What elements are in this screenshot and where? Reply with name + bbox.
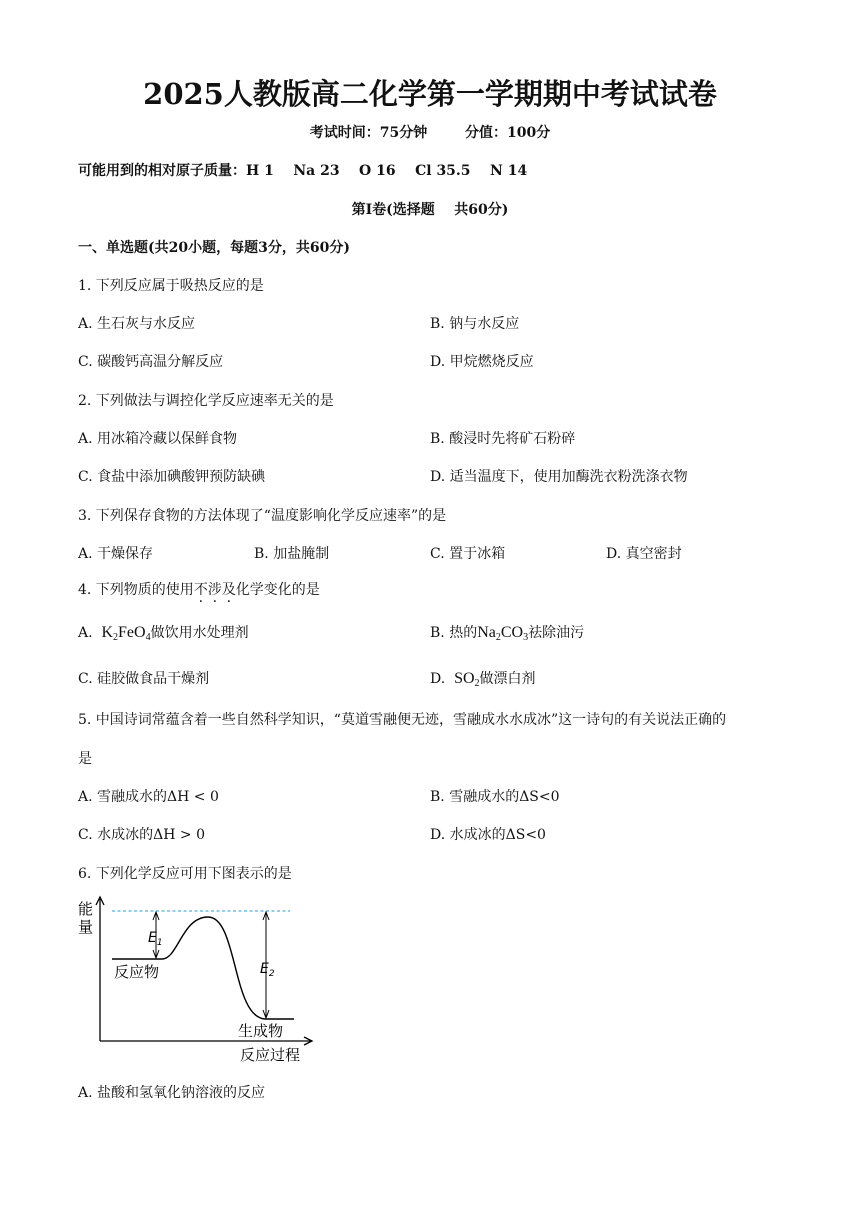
question-4-option-c[interactable]: C. 硅胶做食品干燥剂 [78,671,210,687]
question-2-option-a[interactable]: A. 用冰箱冷藏以保鲜食物 [78,431,238,447]
y-axis-label-1: 能 [78,900,94,918]
question-3-option-d[interactable]: D. 真空密封 [606,546,682,562]
question-2-option-b[interactable]: B. 酸浸时先将矿石粉碎 [430,431,576,447]
question-3-option-b[interactable]: B. 加盐腌制 [254,546,330,562]
exam-meta [0,122,860,142]
question-1-option-b[interactable]: B. 钠与水反应 [430,316,520,332]
exam-time: 考试时间：75分钟 [309,125,428,141]
part-heading: 第I卷(选择题 共60分) [351,202,509,218]
energy-profile-diagram [78,895,318,1067]
question-3-stem: 3. 下列保存食物的方法体现了“温度影响化学反应速率”的是 [78,508,447,524]
atomic-mass-note: 可能用到的相对原子质量：H 1 Na 23 O 16 Cl 35.5 N 14 [78,163,528,179]
question-3-option-c[interactable]: C. 置于冰箱 [430,546,506,562]
emphasis-char: 涉 [207,582,222,598]
e1-label: $E_1$ [148,930,163,948]
x-axis-label: 反应过程 [240,1046,301,1064]
formula-na2co3: $Na_2CO_3$ [477,624,529,643]
y-axis-label-2: 量 [78,918,94,936]
question-2-option-d[interactable]: D. 适当温度下，使用加酶洗衣粉洗涤衣物 [430,469,688,485]
emphasis-char: 不 [193,582,208,598]
question-4-option-d[interactable]: D. $SO_2$做漂白剂 [430,670,536,689]
question-1-option-d[interactable]: D. 甲烷燃烧反应 [430,354,534,370]
exam-title: 2025人教版高二化学第一学期期中考试试卷 [143,77,717,111]
exam-score: 分值：100分 [465,125,551,141]
question-6-stem: 6. 下列化学反应可用下图表示的是 [78,866,292,882]
question-5-stem-line2: 是 [78,751,92,767]
formula-k2feo4: $K_2FeO_4$ [101,624,151,643]
question-4-stem: 4. 下列物质的使用不涉及化学变化的是 [78,579,320,599]
question-4-option-b[interactable]: B. 热的$Na_2CO_3$祛除油污 [430,624,585,643]
question-5-option-c[interactable]: C. 水成冰的ΔH > 0 [78,827,205,843]
question-6-option-a[interactable]: A. 盐酸和氢氧化钠溶液的反应 [78,1085,266,1101]
question-5-option-d[interactable]: D. 水成冰的ΔS<0 [430,827,546,843]
question-1-stem: 1. 下列反应属于吸热反应的是 [78,278,264,294]
question-3-option-a[interactable]: A. 干燥保存 [78,546,154,562]
e2-label: $E_2$ [260,961,275,979]
section-heading: 一、单选题(共20小题，每题3分，共60分) [78,240,350,256]
reactant-label: 反应物 [114,963,160,981]
question-4-option-a[interactable]: A. $K_2FeO_4$做饮用水处理剂 [78,624,249,643]
question-1-option-c[interactable]: C. 碳酸钙高温分解反应 [78,354,224,370]
question-1-option-a[interactable]: A. 生石灰与水反应 [78,316,196,332]
question-2-option-c[interactable]: C. 食盐中添加碘酸钾预防缺碘 [78,469,266,485]
product-label: 生成物 [238,1022,284,1040]
formula-so2: $SO_2$ [454,670,480,689]
question-2-stem: 2. 下列做法与调控化学反应速率无关的是 [78,393,334,409]
question-5-option-a[interactable]: A. 雪融成水的ΔH < 0 [78,789,219,805]
question-5-stem-line1: 5. 中国诗词常蕴含着一些自然科学知识，“莫道雪融便无迹，雪融成水水成冰”这一诗句的有关说法正确的 [78,712,727,728]
emphasis-char: 及 [221,582,236,598]
question-5-option-b[interactable]: B. 雪融成水的ΔS<0 [430,789,560,805]
